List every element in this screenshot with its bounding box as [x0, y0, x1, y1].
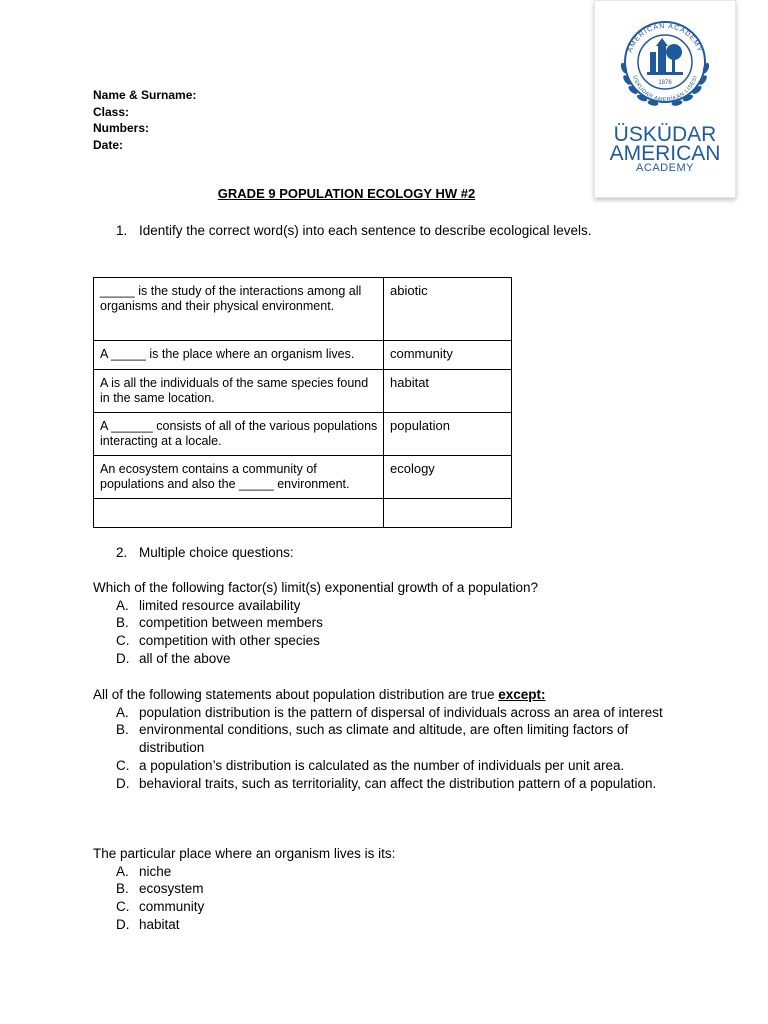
- sentence-cell: A is all the individuals of the same species found in the same location.: [94, 370, 384, 413]
- question-2: [116, 545, 294, 560]
- mcq-option[interactable]: [93, 775, 673, 793]
- mcq-option[interactable]: [93, 704, 673, 722]
- word-cell: abiotic: [384, 278, 512, 341]
- sentence-cell: An ecosystem contains a community of populations and also the _____ environment.: [94, 456, 384, 499]
- option-text: competition with other species: [139, 633, 320, 649]
- mcq-question: [93, 579, 673, 668]
- word-cell: community: [384, 341, 512, 370]
- mcq-stem-emphasis: except:: [498, 687, 546, 702]
- svg-text:AMERICAN ACADEMY: AMERICAN ACADEMY: [626, 22, 704, 54]
- option-text: niche: [139, 863, 172, 879]
- table-row: [94, 499, 512, 528]
- table-row: [94, 370, 512, 413]
- sentence-cell: A ______ consists of all of the various populations interacting at a locale.: [94, 413, 384, 456]
- sentence-cell-empty[interactable]: [94, 499, 384, 528]
- table-row: [94, 456, 512, 499]
- option-letter: B.: [116, 881, 129, 897]
- word-cell: ecology: [384, 456, 512, 499]
- option-letter: D.: [116, 775, 130, 791]
- school-logo: [594, 0, 736, 198]
- mcq-option[interactable]: [93, 898, 673, 916]
- student-info-fields: [93, 87, 196, 153]
- option-letter: A.: [116, 704, 129, 720]
- page-title: GRADE 9 POPULATION ECOLOGY HW #2: [217, 186, 476, 201]
- mcq-question: [93, 845, 673, 934]
- school-seal-icon: [612, 10, 718, 116]
- table-row: [94, 413, 512, 456]
- option-text: environmental conditions, such as climate and altitude, are often limiting factors of distribution: [139, 722, 629, 756]
- question-2-number: 2.: [116, 545, 128, 560]
- mcq-option[interactable]: [93, 597, 673, 615]
- mcq-stem: The particular place where an organism lives is its:: [93, 846, 396, 861]
- mcq-option[interactable]: [93, 757, 673, 775]
- option-letter: C.: [116, 899, 130, 915]
- table-row: [94, 341, 512, 370]
- word-cell: population: [384, 413, 512, 456]
- option-text: habitat: [139, 916, 180, 932]
- question-1-text: Identify the correct word(s) into each sentence to describe ecological levels.: [139, 223, 592, 238]
- class-field-label[interactable]: Class:: [93, 104, 130, 119]
- word-cell-empty[interactable]: [384, 499, 512, 528]
- question-1-number: 1.: [116, 223, 128, 238]
- option-letter: B.: [116, 615, 129, 631]
- option-text: all of the above: [139, 650, 231, 666]
- mcq-option[interactable]: [93, 916, 673, 934]
- mcq-question: [93, 686, 673, 792]
- sentence-cell: _____ is the study of the interactions among all organisms and their physical environment.: [94, 278, 384, 341]
- mcq-stem: Which of the following factor(s) limit(s) exponential growth of a population?: [93, 580, 538, 595]
- date-field-label[interactable]: Date:: [93, 137, 124, 152]
- numbers-field-label[interactable]: Numbers:: [93, 121, 150, 135]
- mcq-stem-text: All of the following statements about population distribution are true: [93, 687, 499, 702]
- option-text: a population’s distribution is calculated as the number of individuals per unit area.: [139, 757, 625, 773]
- option-text: ecosystem: [139, 881, 204, 897]
- mcq-option[interactable]: [93, 880, 673, 898]
- option-letter: D.: [116, 650, 130, 666]
- option-letter: C.: [116, 633, 130, 649]
- mcq-option[interactable]: [93, 632, 673, 650]
- svg-text:1876: 1876: [658, 80, 672, 86]
- option-text: community: [139, 899, 205, 915]
- name-field-label[interactable]: Name & Surname:: [93, 88, 197, 102]
- logo-line-uskudar: ÜSKÜDAR: [613, 123, 717, 146]
- option-text: behavioral traits, such as territoriality, can affect the distribution pattern of a population.: [139, 775, 657, 791]
- option-letter: A.: [116, 597, 129, 613]
- mcq-option[interactable]: [93, 650, 673, 668]
- option-letter: D.: [116, 916, 130, 932]
- logo-line-academy: ACADEMY: [636, 162, 694, 174]
- question-1: [116, 223, 591, 238]
- mcq-option[interactable]: [93, 863, 673, 881]
- option-text: limited resource availability: [139, 597, 301, 613]
- table-row: [94, 278, 512, 341]
- word-cell: habitat: [384, 370, 512, 413]
- mcq-stem: [93, 686, 673, 704]
- mcq-option[interactable]: [93, 721, 673, 756]
- mcq-option[interactable]: [93, 614, 673, 632]
- option-text: population distribution is the pattern of dispersal of individuals across an area of interest: [139, 704, 663, 720]
- option-text: competition between members: [139, 615, 323, 631]
- option-letter: A.: [116, 863, 129, 879]
- question-2-text: Multiple choice questions:: [139, 545, 294, 560]
- ecology-terms-table: [93, 277, 512, 528]
- logo-line-american: AMERICAN: [609, 142, 721, 165]
- option-letter: B.: [116, 722, 129, 738]
- svg-text:ÜSKÜDAR AMERİKAN LİSESİ: ÜSKÜDAR AMERİKAN LİSESİ: [631, 74, 699, 104]
- option-letter: C.: [116, 757, 130, 773]
- sentence-cell: A _____ is the place where an organism lives.: [94, 341, 384, 370]
